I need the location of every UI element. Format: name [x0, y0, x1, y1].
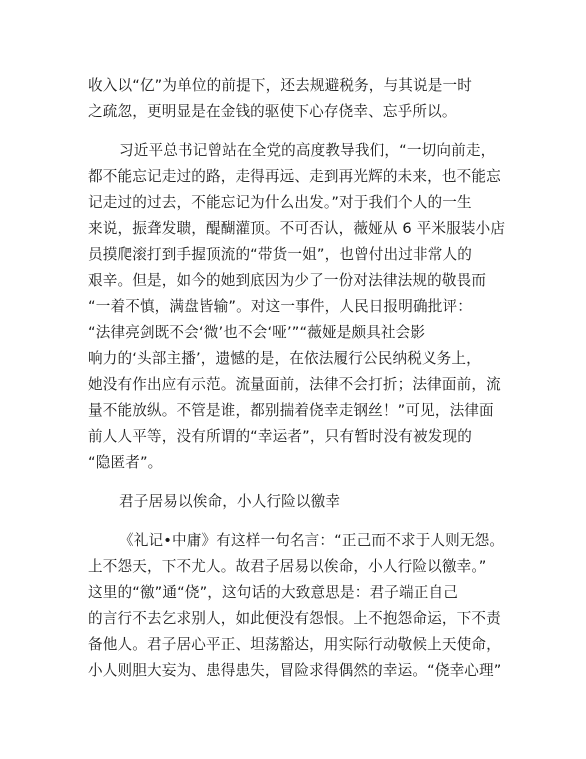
paragraph-line: 之疏忽，更明显是在金钱的驱使下心存侥幸、忘乎所以。	[88, 103, 457, 120]
paragraph-line: 《礼记•中庸》有这样一句名言：“正己而不求于人则无怨。	[119, 532, 505, 549]
paragraph-line: 的言行不去乞求别人，如此便没有怨恨。上不抱怨命运，下不责	[88, 610, 501, 627]
paragraph-line: 记走过的过去，不能忘记为什么出发。”对于我们个人的一生	[88, 194, 472, 211]
paragraph-line: 习近平总书记曾站在全党的高度教导我们，“一切向前走，	[119, 142, 496, 159]
paragraph-line: 上不怨天，下不尤人。故君子居易以俟命，小人行险以徼幸。”	[88, 558, 487, 575]
section-heading: 君子居易以俟命，小人行险以徼幸	[119, 493, 341, 510]
paragraph-line: “法律亮剑既不会‘微’也不会‘哑’”“薇娅是颇具社会影	[88, 324, 426, 341]
paragraph-line: 这里的“徼”通“侥”，这句话的大致意思是：君子端正自己	[88, 584, 458, 601]
paragraph-line: 员摸爬滚打到手握顶流的“带货一姐”，也曾付出过非常人的	[88, 246, 473, 263]
paragraph-line: 收入以“亿”为单位的前提下，还去规避税务，与其说是一时	[88, 77, 473, 94]
paragraph-line: 来说，振聋发聩，醍醐灌顶。不可否认，薇娅从 6 平米服装小店	[88, 220, 506, 237]
paragraph-line: 备他人。君子居心平正、坦荡豁达，用实际行动敬候上天使命，	[88, 636, 501, 653]
paragraph-line: 都不能忘记走过的路，走得再远、走到再光辉的未来，也不能忘	[88, 168, 501, 185]
paragraph-line: “一着不慎，满盘皆输”。对这一事件，人民日报明确批评：	[88, 298, 473, 315]
paragraph-line: 前人人平等，没有所谓的“幸运者”，只有暂时没有被发现的	[88, 428, 473, 445]
paragraph-line: 量不能放纵。不管是谁，都别揣着侥幸走钢丝！”可见，法律面	[88, 402, 494, 419]
paragraph-line: 艰辛。但是，如今的她到底因为少了一份对法律法规的敬畏而	[88, 272, 487, 289]
paragraph-line: 响力的‘头部主播’，遗憾的是，在依法履行公民纳税义务上，	[88, 350, 481, 367]
paragraph-line: 小人则胆大妄为、患得患失，冒险求得偶然的幸运。“侥幸心理”	[88, 662, 502, 679]
paragraph-line: 她没有作出应有示范。流量面前，法律不会打折；法律面前，流	[88, 376, 501, 393]
paragraph-line: “隐匿者”。	[88, 454, 163, 471]
